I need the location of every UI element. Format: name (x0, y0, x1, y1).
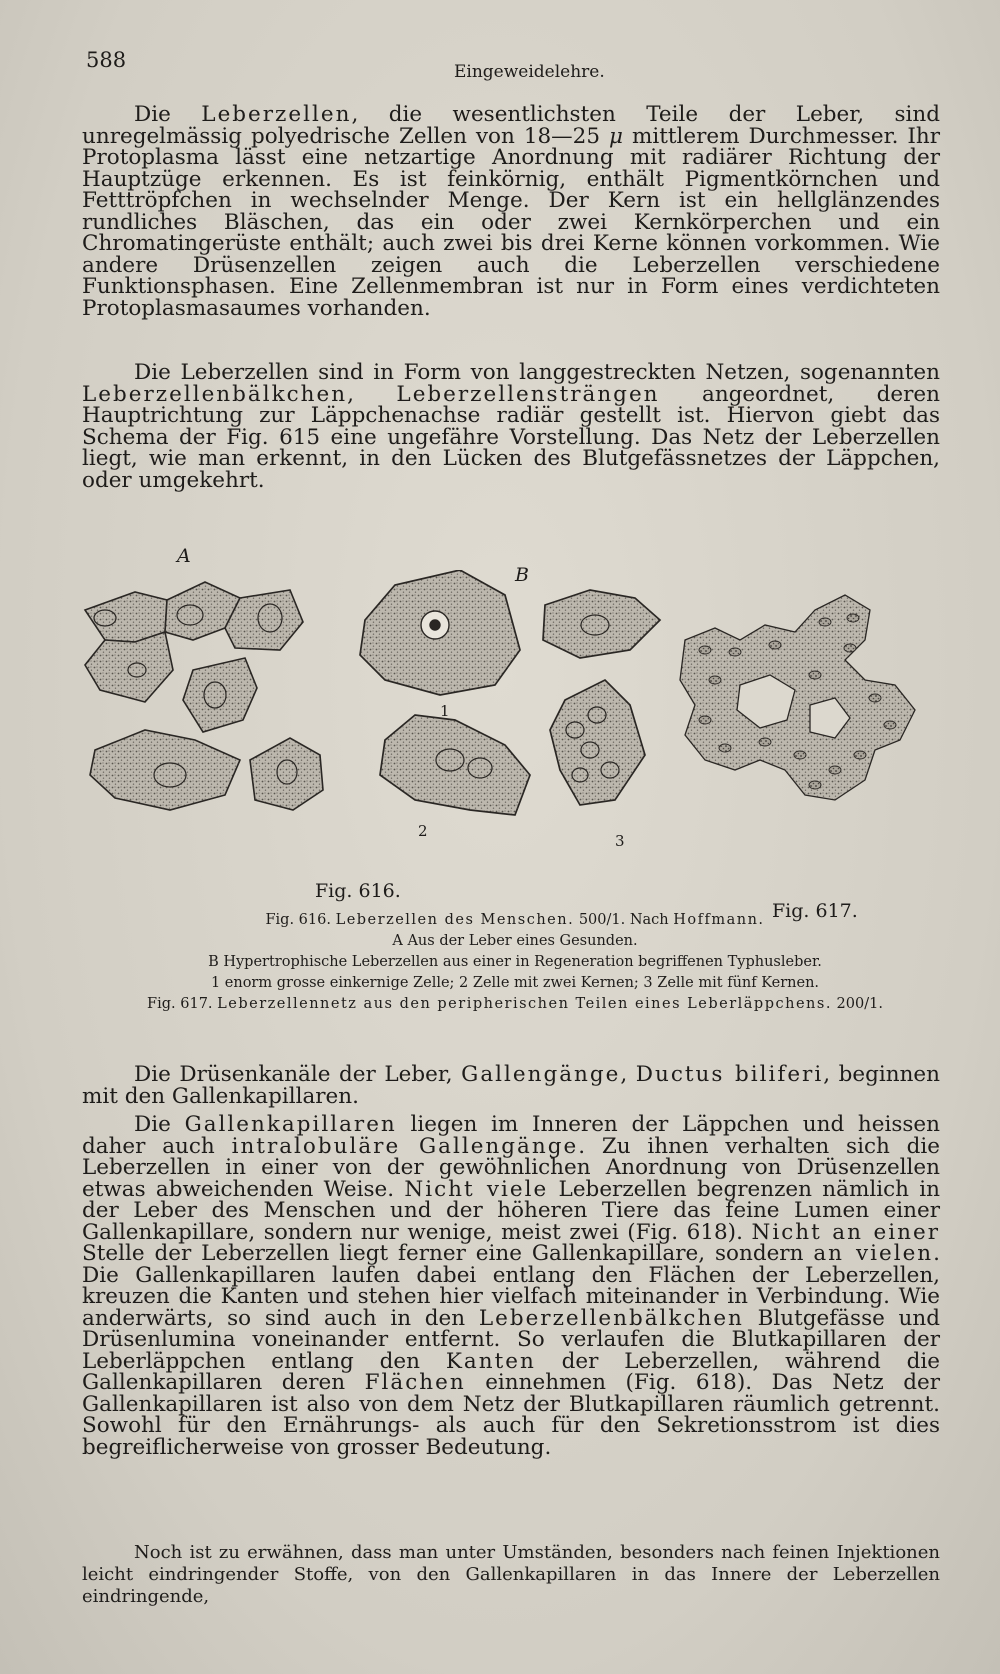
page-header (86, 48, 904, 82)
text: mittlerem Durchmesser. Ihr Protoplasma lässt eine netzartige Anordnung mit radiärer Richtung der Hauptzüge erkennen. Es ist feinkörnig, enthält Pigmentkörnchen und Fetttröpfchen in wechselnder Menge. Der Kern ist ein hellglänzendes rundliches Bläschen, das ein oder zwei Kernkörperchen und ein Chromatingerüste enthält; auch zwei bis drei Kerne können vorkommen. Wie andere Drüsenzellen zeigen auch die Leberzellen verschiedene Funktionsphasen. Eine Zellenmembran ist nur in Form eines verdichteten Protoplasmasaumes vorhanden. (82, 123, 941, 321)
paragraph-gallenkapillaren (82, 1114, 940, 1458)
text: Leberzellennetz aus den peripherischen Teilen eines Leberläppchens. (217, 996, 832, 1012)
text: Die Drüsenkanäle der Leber, (134, 1062, 462, 1087)
caption-616-numbers: 1 enorm grosse einkernige Zelle; 2 Zelle mit zwei Kernen; 3 Zelle mit fünf Kernen. (210, 975, 820, 991)
text: einnehmen (Fig. 618). Das Netz der Gallenkapillaren ist also von dem Netz der Blutkapillaren räumlich getrennt. Sowohl für den Ernährungs- als auch für den Sekretionsstrom ist dies begreiflicherweise von grosser Bedeutung. (82, 1370, 940, 1460)
fig-616-title: Fig. 616. (315, 880, 401, 902)
text: angeordnet, deren Hauptrichtung zur Läppchenachse radiär gestellt ist. Hiervon giebt das Schema der Fig. 615 eine ungefähre Vorstellung. Das Netz der Leberzellen liegt, wie man erkennt, in den Lücken des Blutgefässnetzes der Läppchen, oder umgekehrt. (82, 381, 941, 493)
text: Leberzellen begrenzen nämlich in der Leber des Menschen und der höheren Tiere das feine Lumen einer Gallenkapillare, sondern nur wenige, meist zwei (Fig. 618). (82, 1176, 940, 1245)
term-ductus-biliferi: Ductus biliferi (635, 1062, 824, 1087)
text: , (620, 1062, 636, 1087)
paragraph-netze (82, 362, 940, 491)
text: . Zu ihnen verhalten sich die Leberzellen in einer von der gewöhnlichen Anordnung von Drüsenzellen etwas abweichenden Weise. (82, 1133, 940, 1202)
term-kanten: Kanten (445, 1348, 536, 1374)
label-1: 1 (440, 702, 450, 720)
text: Noch ist zu erwähnen, dass man unter Umständen, besonders nach feinen Injektionen leicht eindringender Stoffe, von den Gallenkapillaren in das Innere der Leberzellen eindringende, (82, 1542, 940, 1607)
label-2: 2 (418, 822, 428, 840)
text: Die (134, 1112, 185, 1137)
term-leberzellen: Leberzellen (201, 102, 352, 127)
term-intralobulare: intralobuläre Gallengänge (231, 1133, 579, 1159)
term-gallenkapillaren: Gallenkapillaren (184, 1112, 397, 1137)
running-head: Eingeweidelehre. (454, 62, 605, 82)
text: , (347, 381, 397, 407)
paragraph-leberzellen (82, 104, 940, 319)
text: Fig. 616. (265, 912, 331, 928)
term-gallengange: Gallengänge (461, 1062, 621, 1087)
text: Die (134, 102, 202, 127)
mu-symbol: μ (609, 123, 624, 149)
fig-617-title: Fig. 617. (772, 900, 858, 922)
term-an-vielen: an vielen (813, 1241, 934, 1266)
caption-616-b: B Hypertrophische Leberzellen aus einer in Regeneration begriffenen Typhusleber. (208, 954, 822, 970)
caption-616-a: A Aus der Leber eines Gesunden. (392, 933, 638, 949)
term-nicht-viele: Nicht viele (404, 1176, 549, 1202)
text: , die wesentlichsten Teile der Leber, sind unregelmässig polyedrische Zellen von 18—25 (82, 102, 940, 149)
term-leberzellenstrangen: Leberzellensträngen (396, 381, 660, 407)
liver-cells-drawing (75, 570, 955, 860)
term-leberzellenbalkchen: Leberzellenbälkchen (82, 381, 348, 407)
text: Leberzellen des Menschen. (335, 912, 575, 928)
paragraph-noch (82, 1542, 940, 1608)
text: liegen im Inneren der Läppchen und heissen daher auch (82, 1112, 941, 1159)
text: der Leberzellen, während die Gallenkapillaren deren (82, 1348, 940, 1395)
text: Die Leberzellen sind in Form von langgestreckten Netzen, sogenannten (134, 360, 940, 385)
paragraph-drusenkanale (82, 1064, 940, 1107)
label-a: A (177, 545, 191, 567)
figure-captions (100, 910, 930, 1015)
text: 500/1. (578, 912, 626, 928)
label-b: B (515, 564, 529, 586)
group-b-cells (360, 570, 660, 815)
text: , beginnen mit den Gallenkapillaren. (82, 1062, 940, 1109)
caption-617-line (100, 994, 930, 1015)
term-nicht-an-einer: Nicht an einer (751, 1219, 940, 1245)
text: . Die Gallenkapillaren laufen dabei entlang den Flächen der Leberzellen, kreuzen die Kanten und stehen hier vielfach miteinander in Verbindung. Wie anderwärts, so sind auch in den (82, 1241, 940, 1331)
text: 200/1. (836, 996, 883, 1012)
term-leberzellenbalkchen: Leberzellenbälkchen (478, 1305, 744, 1331)
text: Nach (629, 912, 669, 928)
text: Stelle der Leberzellen liegt ferner eine Gallenkapillare, sondern (82, 1241, 814, 1266)
text: Hoffmann. (673, 912, 765, 928)
caption-616-line (100, 910, 930, 931)
label-3: 3 (615, 832, 625, 850)
term-flachen: Flächen (364, 1370, 466, 1395)
page-number: 588 (86, 48, 127, 72)
text: Fig. 617. (147, 996, 213, 1012)
text: Blutgefässe und Drüsenlumina voneinander entfernt. So verlaufen die Blutkapillaren der Leberläppchen entlang den (82, 1305, 940, 1374)
